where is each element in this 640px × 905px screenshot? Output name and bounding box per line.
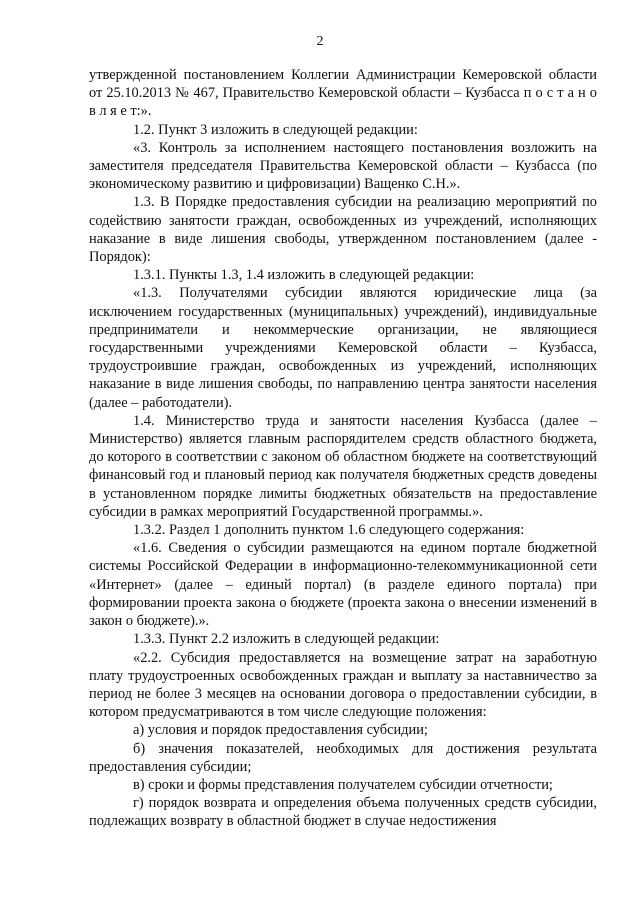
list-item: г) порядок возврата и определения объема полученных средств субсидии, подлежащих возврату в областной бюджет в случае недостижения xyxy=(89,795,597,830)
paragraph: «1.3. Получателями субсидии являются юридические лица (за исключением государственных (муниципальных) учреждений), индивидуальные предприниматели и некоммерческие организации, не являющиеся государственными учреждениями Кемеровской области – Кузбасса, трудоустроившие граждан, освобожденных из учреждений, исполняющих наказание в виде лишения свободы, по направлению центра занятости населения (далее – работодатели). xyxy=(89,285,597,411)
paragraph: 1.3. В Порядке предоставления субсидии на реализацию мероприятий по содействию занятости граждан, освобожденных из учреждений, исполняющих наказание в виде лишения свободы, утвержденном постановлением (далее - Порядок): xyxy=(89,194,597,266)
paragraph: «1.6. Сведения о субсидии размещаются на едином портале бюджетной системы Российской Федерации в информационно-телекоммуникационной сети «Интернет» (далее – единый портал) (в разделе единого портала) при формировании проекта закона о бюджете (проекта закона о внесении изменений в закон о бюджете).». xyxy=(89,540,597,630)
paragraph: 1.3.2. Раздел 1 дополнить пунктом 1.6 следующего содержания: xyxy=(133,522,525,539)
page-number: 2 xyxy=(316,34,324,49)
paragraph: 1.3.3. Пункт 2.2 изложить в следующей редакции: xyxy=(133,631,440,648)
list-item: а) условия и порядок предоставления субсидии; xyxy=(133,722,428,739)
document-body xyxy=(89,66,597,831)
paragraph: утвержденной постановлением Коллегии Администрации Кемеровской области от 25.10.2013 № 467, Правительство Кемеровской области – Кузбасса п о с т а н о в л я е т:». xyxy=(89,67,597,120)
list-item: б) значения показателей, необходимых для достижения результата предоставления субсидии; xyxy=(89,740,597,775)
paragraph: 1.3.1. Пункты 1.3, 1.4 изложить в следующей редакции: xyxy=(133,267,475,284)
paragraph: «2.2. Субсидия предоставляется на возмещение затрат на заработную плату трудоустроенных освобожденных граждан и выплату за наставничество за период не более 3 месяцев на основании договора о предоставлении субсидии, в котором предусматриваются в том числе следующие положения: xyxy=(89,649,597,721)
list-item: в) сроки и формы представления получателем субсидии отчетности; xyxy=(133,776,553,793)
paragraph: 1.4. Министерство труда и занятости населения Кузбасса (далее – Министерство) является главным распорядителем средств областного бюджета, до которого в соответствии с законом об областном бюджете на соответствующий финансовый год и плановый период как получателя бюджетных средств доведены в установленном порядке лимиты бюджетных обязательств на предоставление субсидии в рамках мероприятий Государственной программы.». xyxy=(89,412,597,520)
paragraph: 1.2. Пункт 3 изложить в следующей редакции: xyxy=(133,121,418,138)
paragraph: «3. Контроль за исполнением настоящего постановления возложить на заместителя председателя Правительства Кемеровской области – Кузбасса (по экономическому развитию и цифровизации) Ващенко С.Н.». xyxy=(89,139,597,193)
